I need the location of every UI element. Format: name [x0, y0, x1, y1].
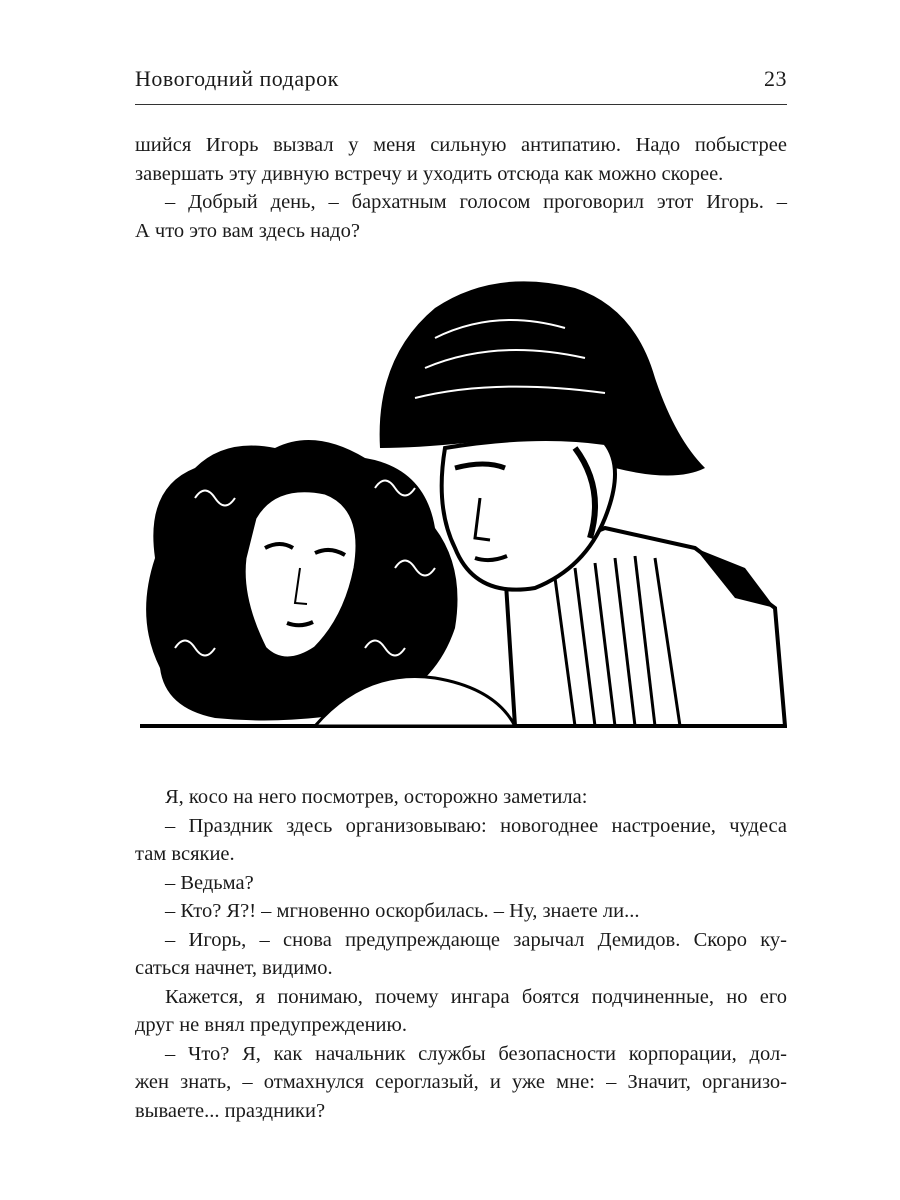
text-line: – Что? Я, как начальник службы безопасности корпорации, дол-: [165, 1042, 787, 1065]
text-line: Я, косо на него посмотрев, осторожно заметила:: [165, 786, 588, 808]
header-rule: [135, 104, 787, 105]
text-line: там всякие.: [135, 843, 235, 865]
text-line: саться начнет, видимо.: [135, 957, 333, 979]
text-line: – Кто? Я?! – мгновенно оскорбилась. – Ну, знаете ли...: [165, 900, 640, 922]
text-line: шийся Игорь вызвал у меня сильную антипатию. Надо побыстрее: [135, 134, 787, 156]
page-number: 23: [764, 66, 787, 91]
text-line: – Игорь, – снова предупреждающе зарычал Демидов. Скоро ку-: [165, 928, 787, 951]
book-title: Новогодний подарок: [135, 66, 339, 91]
text-line: вываете... праздники?: [135, 1099, 326, 1122]
illustration-couple: [135, 268, 787, 738]
text-line: завершать эту дивную встречу и уходить отсюда как можно скорее.: [135, 162, 724, 185]
text-line: – Добрый день, – бархатным голосом проговорил этот Игорь. –: [165, 191, 787, 213]
text-line: – Праздник здесь организовываю: новогоднее настроение, чудеса: [165, 814, 787, 837]
running-header: [135, 66, 787, 100]
text-line: А что это вам здесь надо?: [135, 219, 360, 242]
text-line: – Ведьма?: [165, 871, 254, 894]
text-line: друг не внял предупреждению.: [135, 1014, 407, 1036]
text-block-top: [135, 131, 787, 245]
text-line: Кажется, я понимаю, почему ингара боятся подчиненные, но его: [165, 985, 787, 1008]
text-line: жен знать, – отмахнулся сероглазый, и уже мне: – Значит, организо-: [135, 1071, 787, 1093]
text-block-bottom: [135, 783, 787, 1125]
